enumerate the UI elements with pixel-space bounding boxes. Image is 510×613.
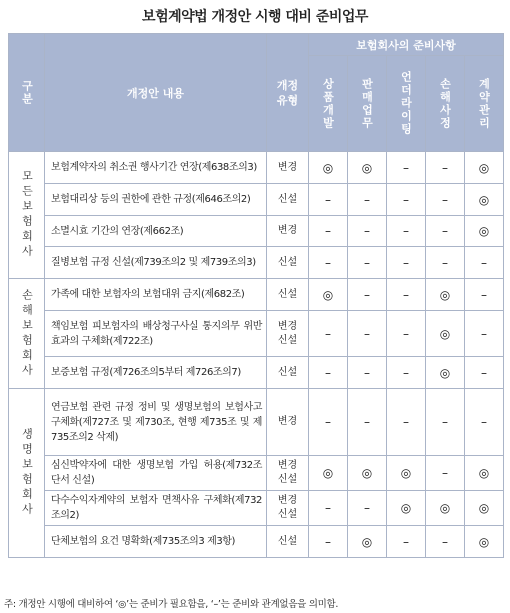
table-row — [9, 216, 504, 247]
row-type: 변경 신설 — [267, 456, 309, 491]
table-row — [9, 357, 504, 389]
header-prep-col-label: 손해사정 — [438, 77, 452, 130]
row-type: 변경 — [267, 216, 309, 247]
prep-mark: ◎ — [465, 216, 504, 247]
table-row — [9, 491, 504, 526]
row-content: 단체보험의 요건 명확화(제735조의3 제3항) — [45, 526, 267, 558]
prep-mark: – — [309, 526, 348, 558]
row-content: 보증보험 규정(제726조의5부터 제726조의7) — [45, 357, 267, 389]
group-category — [9, 152, 45, 279]
prep-mark: ◎ — [348, 456, 387, 491]
table-row — [9, 184, 504, 216]
prep-mark: ◎ — [465, 184, 504, 216]
prep-mark: – — [387, 184, 426, 216]
prep-mark: – — [426, 456, 465, 491]
prep-mark: ◎ — [426, 357, 465, 389]
prep-mark: ◎ — [387, 491, 426, 526]
prep-mark: – — [309, 247, 348, 279]
prep-mark: ◎ — [426, 279, 465, 311]
row-type: 변경 신설 — [267, 491, 309, 526]
page-title: 보험계약법 개정안 시행 대비 준비업무 — [142, 9, 368, 25]
header-content: 개정안 내용 — [45, 34, 267, 152]
prep-mark: – — [465, 247, 504, 279]
table-row — [9, 247, 504, 279]
prep-mark: ◎ — [309, 152, 348, 184]
row-type: 변경 신설 — [267, 311, 309, 357]
row-content: 질병보험 규정 신설(제739조의2 및 제739조의3) — [45, 247, 267, 279]
prep-mark: ◎ — [465, 456, 504, 491]
prep-mark: – — [309, 491, 348, 526]
prep-mark: – — [348, 389, 387, 456]
header-prep-col-label: 상품개발 — [321, 77, 335, 130]
prep-mark: – — [426, 184, 465, 216]
row-type: 신설 — [267, 184, 309, 216]
prep-mark: – — [426, 389, 465, 456]
prep-mark: – — [426, 526, 465, 558]
header-type-label: 개정유형 — [276, 78, 299, 107]
prep-mark: – — [387, 247, 426, 279]
row-content: 책임보험 피보험자의 배상청구사실 통지의무 위반 효과의 구체화(제722조) — [45, 311, 267, 357]
prep-mark: – — [348, 184, 387, 216]
prep-mark: – — [426, 152, 465, 184]
row-content: 보험대리상 등의 권한에 관한 규정(제646조의2) — [45, 184, 267, 216]
prep-mark: – — [387, 526, 426, 558]
row-content: 심신박약자에 대한 생명보험 가입 허용(제732조 단서 신설) — [45, 456, 267, 491]
group-category — [9, 389, 45, 558]
prep-mark: – — [309, 357, 348, 389]
header-prep-col — [309, 56, 348, 152]
table-row — [9, 311, 504, 357]
header-prep-col — [348, 56, 387, 152]
table-row — [9, 526, 504, 558]
header-category — [9, 34, 45, 152]
row-type: 신설 — [267, 357, 309, 389]
header-prep-col — [465, 56, 504, 152]
prep-mark: ◎ — [309, 456, 348, 491]
prep-mark: – — [348, 491, 387, 526]
row-type: 변경 — [267, 152, 309, 184]
table-row — [9, 389, 504, 456]
row-content: 다수수익자계약의 보험자 면책사유 구체화(제732조의2) — [45, 491, 267, 526]
prep-mark: – — [465, 279, 504, 311]
header-prep-col-label: 계약관리 — [477, 77, 491, 130]
row-type: 변경 — [267, 389, 309, 456]
prep-mark: – — [465, 357, 504, 389]
row-content: 가족에 대한 보험자의 보험대위 금지(제682조) — [45, 279, 267, 311]
prep-mark: – — [465, 311, 504, 357]
prep-mark: ◎ — [387, 456, 426, 491]
prep-mark: ◎ — [465, 491, 504, 526]
group-category — [9, 279, 45, 389]
prep-mark: – — [348, 279, 387, 311]
row-type: 신설 — [267, 247, 309, 279]
prep-mark: – — [387, 216, 426, 247]
prep-mark: ◎ — [426, 491, 465, 526]
table-row — [9, 279, 504, 311]
prep-mark: – — [309, 389, 348, 456]
prep-mark: – — [387, 152, 426, 184]
prep-mark: – — [348, 357, 387, 389]
prep-mark: ◎ — [348, 526, 387, 558]
prep-mark: – — [387, 357, 426, 389]
prep-mark: – — [387, 279, 426, 311]
header-prep-group: 보험회사의 준비사항 — [309, 34, 504, 56]
group-category-label: 모든보험회사 — [20, 170, 34, 260]
row-type: 신설 — [267, 279, 309, 311]
prep-mark: – — [348, 311, 387, 357]
prep-mark: – — [348, 247, 387, 279]
header-prep-col-label: 언더라이팅 — [399, 71, 413, 136]
prep-mark: – — [309, 311, 348, 357]
prep-mark: – — [387, 311, 426, 357]
prep-mark: ◎ — [465, 152, 504, 184]
prep-mark: – — [387, 389, 426, 456]
prep-mark: – — [465, 389, 504, 456]
row-content: 소멸시효 기간의 연장(제662조) — [45, 216, 267, 247]
prep-table — [8, 33, 504, 558]
prep-mark: ◎ — [348, 152, 387, 184]
prep-mark: – — [309, 216, 348, 247]
prep-mark: ◎ — [465, 526, 504, 558]
table-row — [9, 152, 504, 184]
prep-mark: – — [309, 184, 348, 216]
table-row — [9, 456, 504, 491]
header-category-label: 구분 — [20, 79, 34, 106]
row-content: 보험계약자의 취소권 행사기간 연장(제638조의3) — [45, 152, 267, 184]
header-prep-col — [426, 56, 465, 152]
header-prep-col — [387, 56, 426, 152]
row-type: 신설 — [267, 526, 309, 558]
group-category-label: 손해보험회사 — [20, 288, 34, 379]
prep-mark: ◎ — [309, 279, 348, 311]
prep-mark: ◎ — [426, 311, 465, 357]
group-category-label: 생명보험회사 — [20, 428, 34, 518]
prep-mark: – — [348, 216, 387, 247]
prep-mark: – — [426, 216, 465, 247]
header-type — [267, 34, 309, 152]
header-prep-col-label: 판매업무 — [360, 77, 374, 130]
row-content: 연금보험 관련 규정 정비 및 생명보험의 보험사고 구체화(제727조 및 제730조, 현행 제735조 및 제735조의2 삭제) — [45, 389, 267, 456]
footnote: 주: 개정안 시행에 대비하여 ‘◎’는 준비가 필요함을, ‘–’는 준비와 관계없음을 의미함. — [4, 599, 339, 610]
prep-mark: – — [426, 247, 465, 279]
